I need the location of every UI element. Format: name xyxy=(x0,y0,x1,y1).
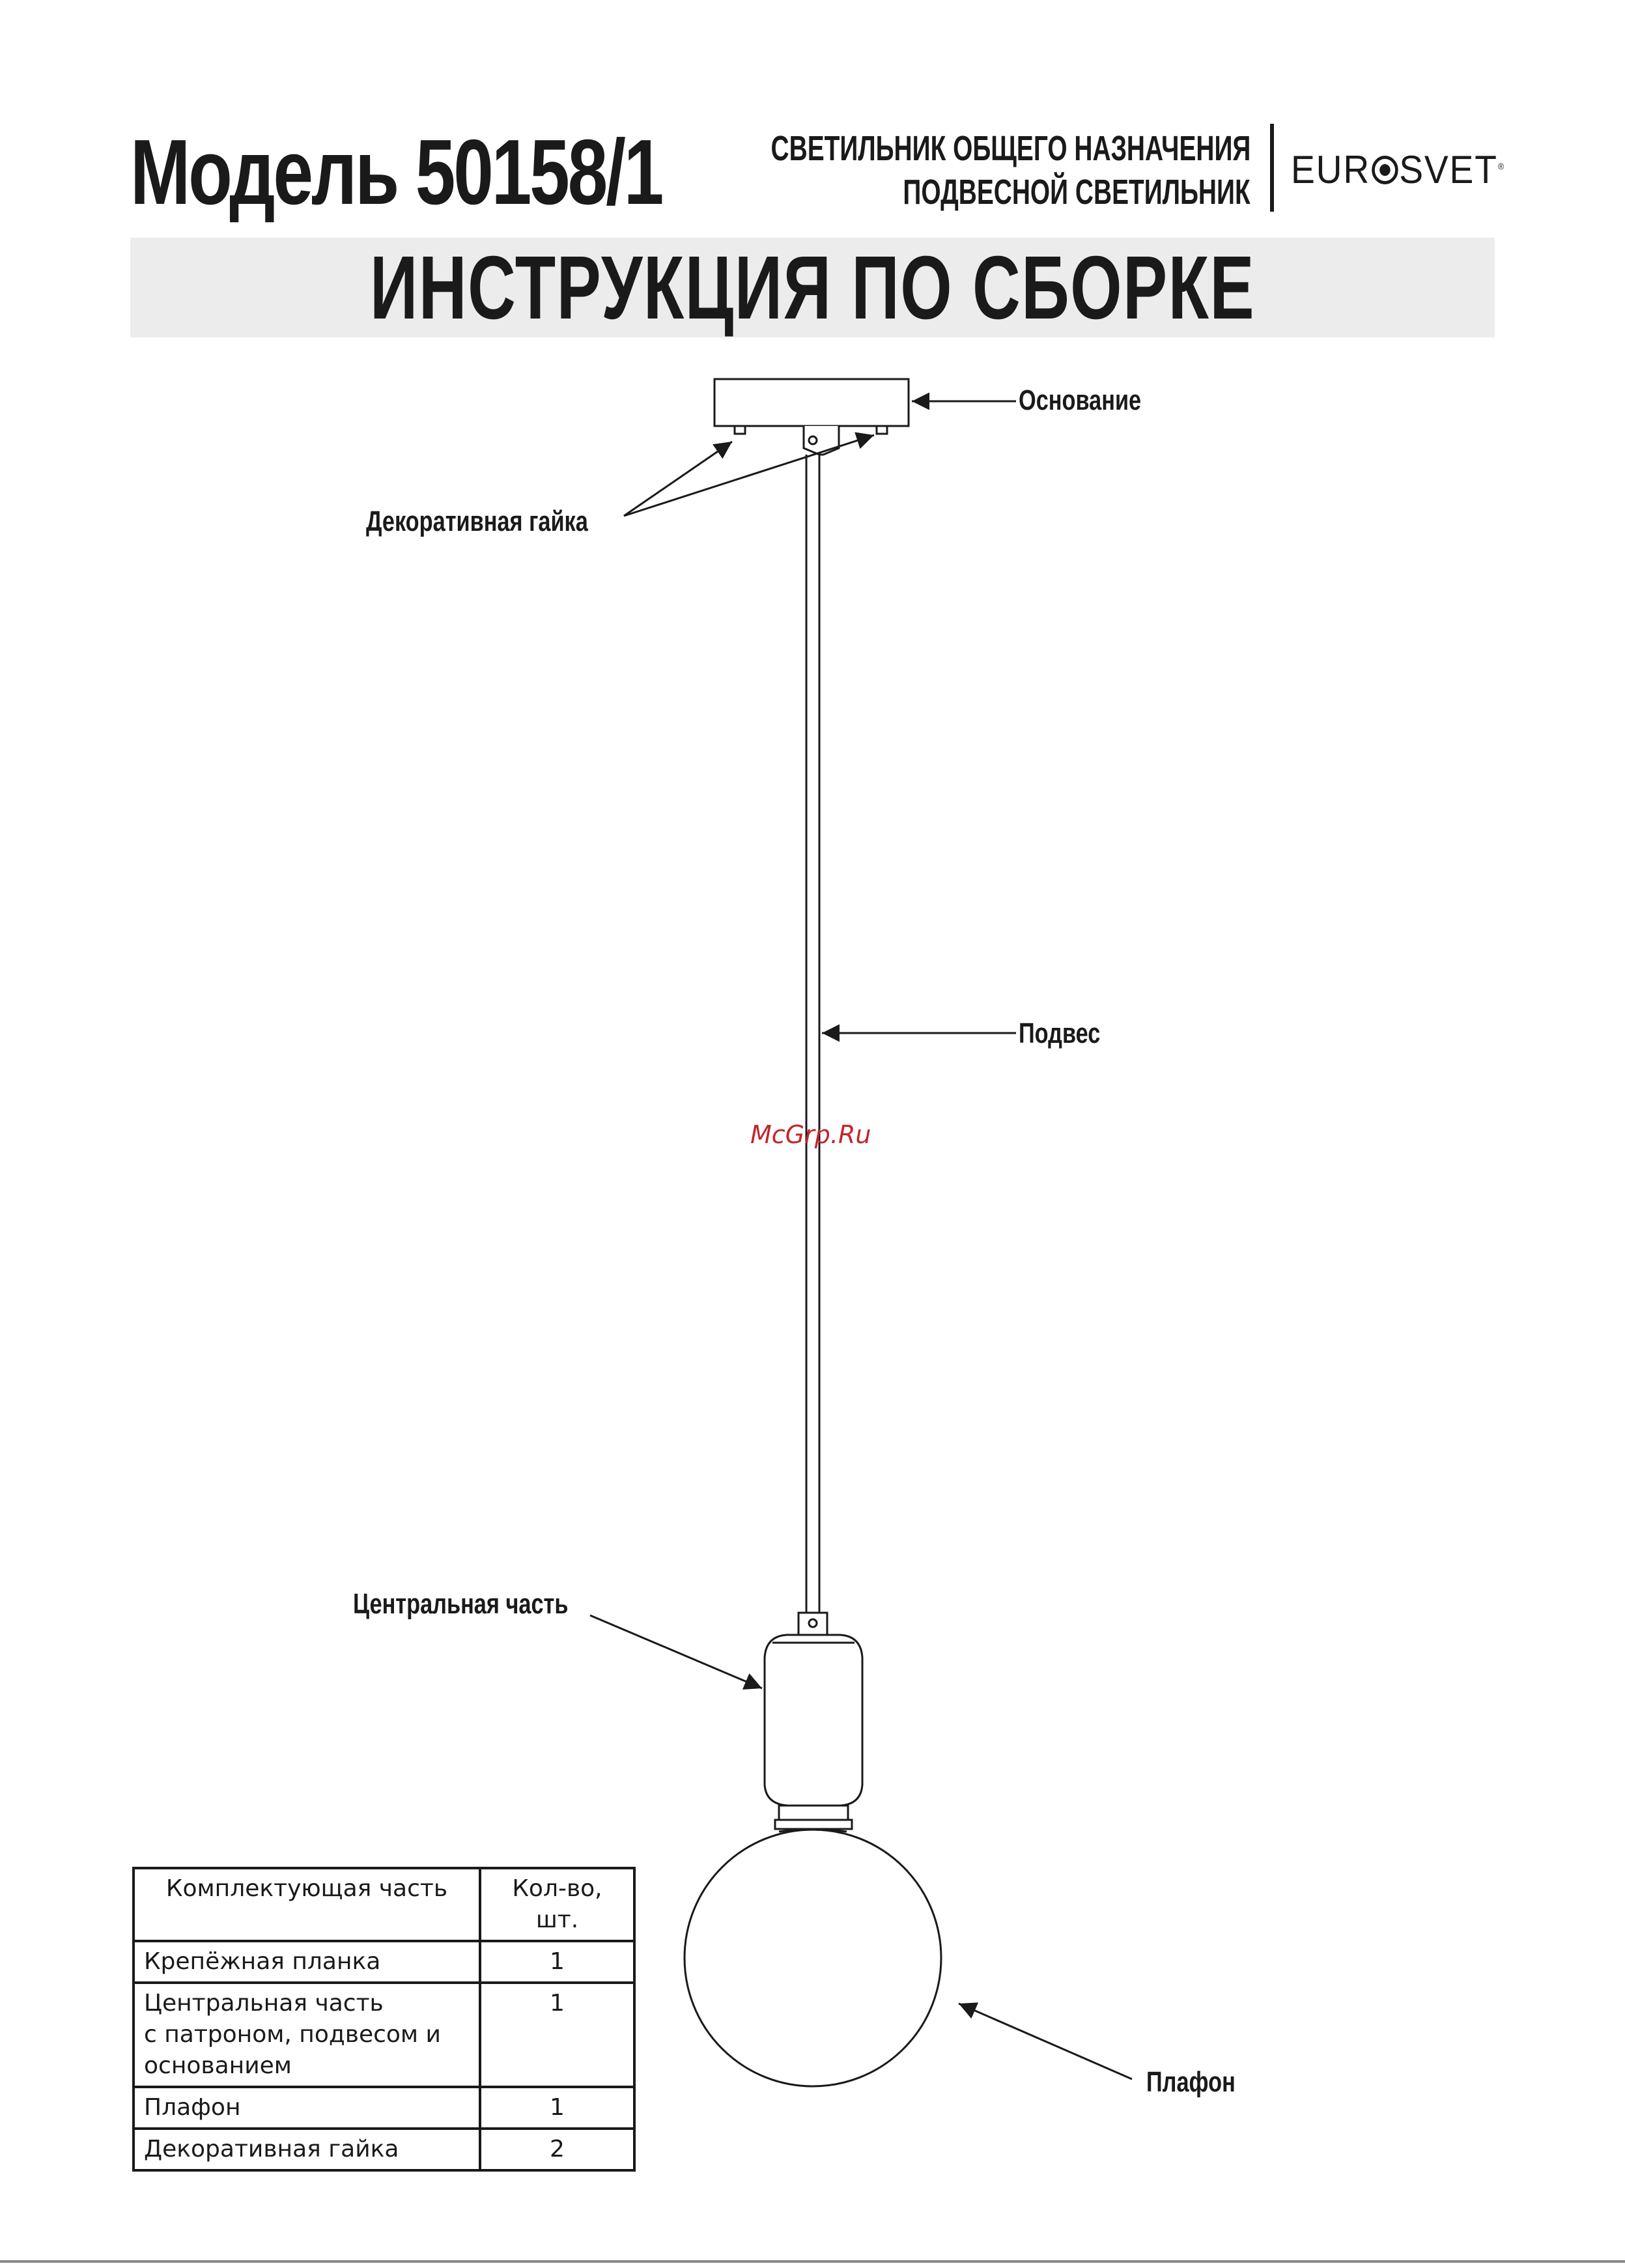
product-type-line1: СВЕТИЛЬНИК ОБЩЕГО НАЗНАЧЕНИЯ xyxy=(770,129,1251,168)
part-name-line: Центральная часть xyxy=(144,1990,384,2017)
logo-text-right: SVET xyxy=(1399,148,1498,191)
table-row xyxy=(134,1941,634,1983)
banner-title: ИНСТРУКЦИЯ ПО СБОРКЕ xyxy=(369,238,1256,338)
column-header-qty: Кол-во, шт. xyxy=(480,1868,634,1941)
label-suspension: Подвес xyxy=(1019,1017,1101,1049)
label-decorative-nut: Декоративная гайка xyxy=(366,505,588,537)
part-name-line: Крепёжная планка xyxy=(144,1948,381,1975)
part-name-line: основанием xyxy=(144,2052,292,2079)
part-name-cell xyxy=(134,2087,480,2129)
socket-collar-lower xyxy=(775,1820,852,1829)
parts-table xyxy=(132,1867,636,2172)
logo-text-left: EUR xyxy=(1291,148,1371,191)
leader-nut-right xyxy=(624,435,874,516)
part-qty-cell: 1 xyxy=(480,1983,634,2087)
part-qty-cell: 2 xyxy=(480,2129,634,2170)
canopy-base xyxy=(714,379,909,426)
decorative-nut-left xyxy=(735,426,745,434)
label-central-part: Центральная часть xyxy=(353,1588,569,1620)
part-name-cell xyxy=(134,1941,480,1983)
part-name-line: Декоративная гайка xyxy=(144,2136,399,2162)
label-shade: Плафон xyxy=(1146,2066,1236,2098)
part-qty-cell: 1 xyxy=(480,2087,634,2129)
part-name-line: Плафон xyxy=(144,2094,241,2121)
part-name-cell xyxy=(134,1983,480,2087)
table-row xyxy=(134,2087,634,2129)
model-title: Модель 50158/1 xyxy=(130,120,662,224)
part-qty-cell: 1 xyxy=(480,1941,634,1983)
logo-registered-mark: ® xyxy=(1497,161,1506,171)
watermark: McGrp.Ru xyxy=(750,1120,871,1149)
label-base: Основание xyxy=(1019,384,1142,416)
socket-collar xyxy=(779,1806,848,1820)
leader-nut-left xyxy=(624,442,732,516)
leader-central-part xyxy=(590,1615,762,1688)
part-name-cell xyxy=(134,2129,480,2170)
leader-shade xyxy=(959,2004,1132,2079)
central-part-body xyxy=(765,1635,862,1806)
decorative-nut-right xyxy=(877,426,887,434)
table-header-row xyxy=(134,1868,634,1941)
column-header-part: Комплектующая часть xyxy=(134,1868,480,1941)
part-name-line: с патроном, подвесом и xyxy=(144,2021,441,2048)
table-row xyxy=(134,2129,634,2170)
footer-rule xyxy=(0,2260,1625,2263)
table-row xyxy=(134,1983,634,2087)
lower-tab xyxy=(798,1613,827,1635)
product-type-line2: ПОДВЕСНОЙ СВЕТИЛЬНИК xyxy=(903,173,1251,212)
glass-shade xyxy=(685,1830,941,2086)
